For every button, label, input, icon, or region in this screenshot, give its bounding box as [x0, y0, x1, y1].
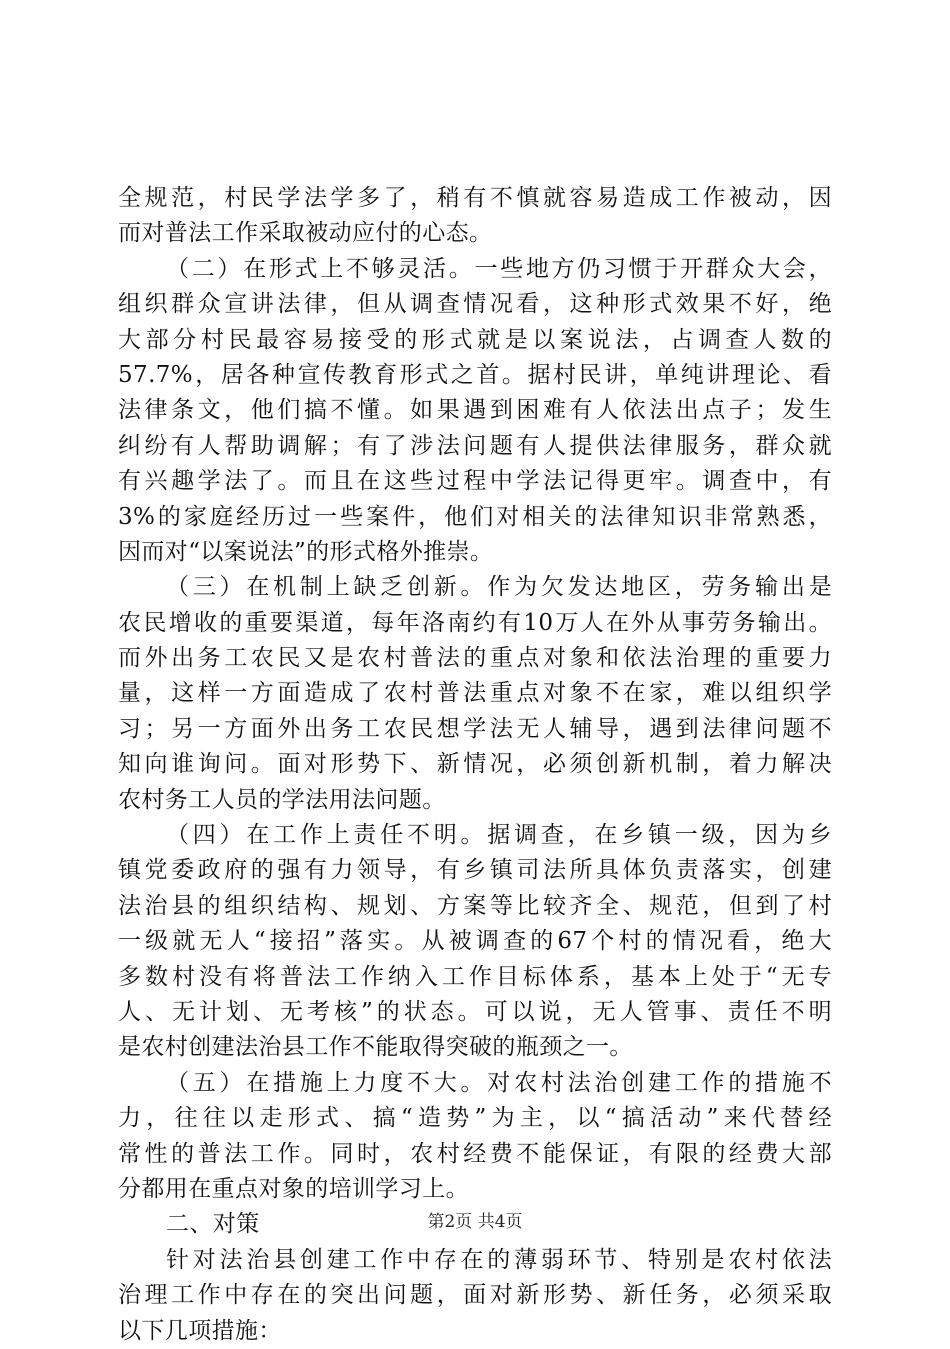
body-text [118, 181, 832, 1349]
text-line: 57.7%，居各种宣传教育形式之首。据村民讲，单纯讲理论、看 [118, 361, 832, 388]
text-line: （二）在形式上不够灵活。一些地方仍习惯于开群众大会， [166, 255, 832, 282]
text-line: 3%的家庭经历过一些案件，他们对相关的法律知识非常熟悉， [118, 503, 832, 530]
text-line: 纠纷有人帮助调解；有了涉法问题有人提供法律服务，群众就 [118, 432, 832, 459]
text-line: 治理工作中存在的突出问题，面对新形势、新任务，必须采取 [118, 1282, 832, 1309]
text-line: 知向谁询问。面对形势下、新情况，必须创新机制，着力解决 [118, 751, 832, 778]
text-line: 习；另一方面外出务工农民想学法无人辅导，遇到法律问题不 [118, 715, 832, 742]
text-line: 二、对策 [166, 1211, 260, 1238]
text-line: 量，这样一方面造成了农村普法重点对象不在家，难以组织学 [118, 680, 832, 707]
text-line: 法治县的组织结构、规划、方案等比较齐全、规范，但到了村 [118, 892, 832, 919]
text-line: 一级就无人“接招”落实。从被调查的67个村的情况看，绝大 [118, 928, 832, 955]
text-line: 是农村创建法治县工作不能取得突破的瓶颈之一。 [118, 1034, 633, 1061]
text-line: 农村务工人员的学法用法问题。 [118, 786, 446, 813]
text-line: 而对普法工作采取被动应付的心态。 [118, 220, 493, 247]
text-line: 力，往往以走形式、搞“造势”为主，以“搞活动”来代替经 [118, 1105, 832, 1132]
text-line: 大部分村民最容易接受的形式就是以案说法，占调查人数的 [118, 326, 832, 353]
text-line: 常性的普法工作。同时，农村经费不能保证，有限的经费大部 [118, 1140, 832, 1167]
text-line: 多数村没有将普法工作纳入工作目标体系，基本上处于“无专 [118, 963, 832, 990]
text-line: 全规范，村民学法学多了，稍有不慎就容易造成工作被动，因 [118, 185, 832, 211]
text-line: 因而对“以案说法”的形式格外推崇。 [118, 538, 494, 565]
text-line: 人、无计划、无考核”的状态。可以说，无人管事、责任不明 [118, 998, 832, 1025]
text-line: 分都用在重点对象的培训学习上。 [118, 1175, 469, 1202]
text-line: （四）在工作上责任不明。据调查，在乡镇一级，因为乡 [166, 822, 832, 849]
page-footer: 第2页 共4页 [427, 1212, 523, 1232]
text-line: 农民增收的重要渠道，每年洛南约有10万人在外从事劳务输出。 [118, 609, 832, 636]
text-line: 针对法治县创建工作中存在的薄弱环节、特别是农村依法 [166, 1246, 832, 1273]
text-line: 以下几项措施： [118, 1317, 282, 1344]
text-line: 而外出务工农民又是农村普法的重点对象和依法治理的重要力 [118, 645, 832, 672]
text-line: （三）在机制上缺乏创新。作为欠发达地区，劳务输出是 [166, 574, 832, 601]
text-line: 镇党委政府的强有力领导，有乡镇司法所具体负责落实，创建 [118, 857, 832, 884]
text-line: 组织群众宣讲法律，但从调查情况看，这种形式效果不好，绝 [118, 291, 832, 318]
text-line: 法律条文，他们搞不懂。如果遇到困难有人依法出点子；发生 [118, 397, 832, 424]
text-line: 有兴趣学法了。而且在这些过程中学法记得更牢。调查中，有 [118, 468, 832, 495]
text-line: （五）在措施上力度不大。对农村法治创建工作的措施不 [166, 1069, 832, 1096]
